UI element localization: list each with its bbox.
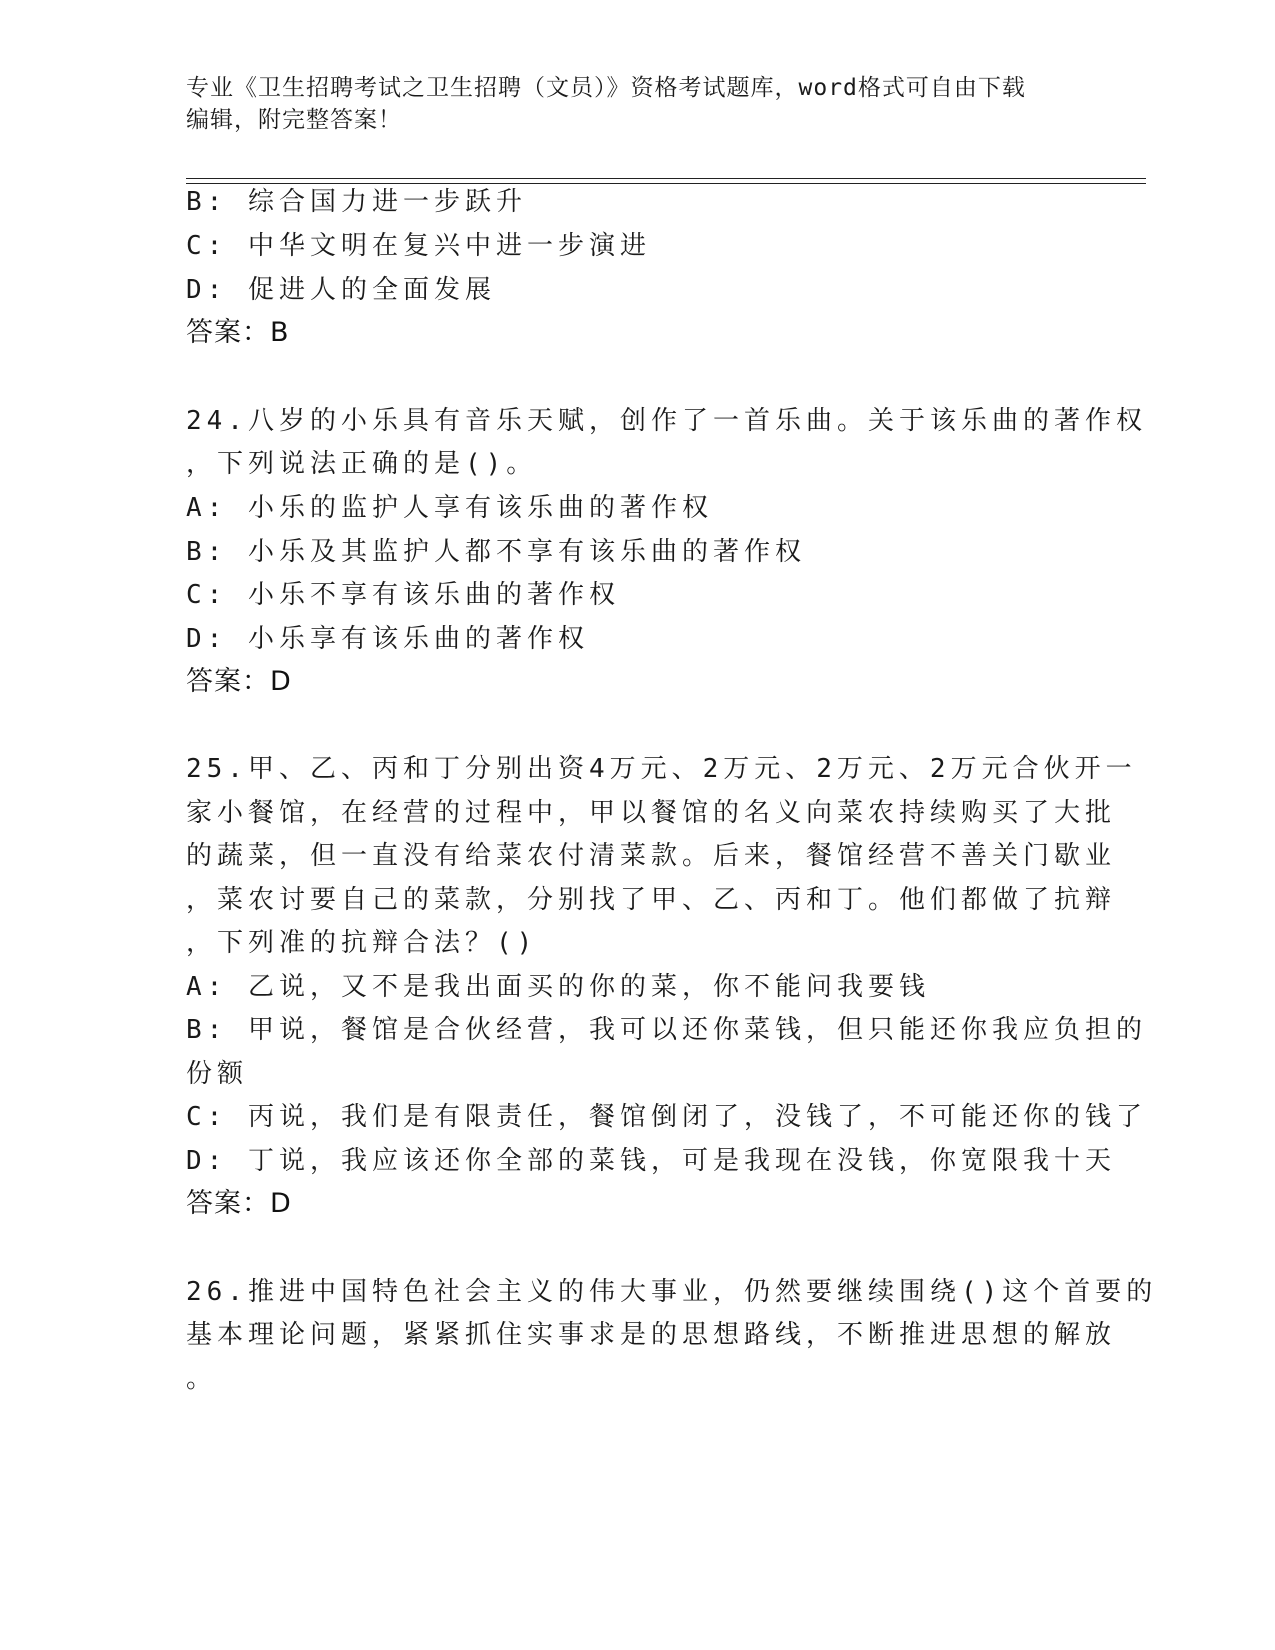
header-rule-top <box>186 178 1146 179</box>
q23-option-b: B: 综合国力进一步跃升 <box>186 187 527 217</box>
q25-stem-line-3: 的蔬菜，但一直没有给菜农付清菜款。后来，餐馆经营不善关门歇业 <box>186 841 1117 871</box>
q24-answer: 答案：D <box>186 666 292 697</box>
q26-stem-line-1: 26.推进中国特色社会主义的伟大事业，仍然要继续围绕()这个首要的 <box>186 1277 1158 1307</box>
q23-answer: 答案：B <box>186 317 290 348</box>
q25-stem-line-5: ，下列准的抗辩合法？() <box>186 928 538 958</box>
q24-stem-line-2: ，下列说法正确的是()。 <box>186 449 538 479</box>
q25-answer: 答案：D <box>186 1188 292 1219</box>
q25-stem-line-1: 25.甲、乙、丙和丁分别出资4万元、2万元、2万元、2万元合伙开一 <box>186 754 1137 784</box>
q25-option-b: B: 甲说，餐馆是合伙经营，我可以还你菜钱，但只能还你我应负担的 <box>186 1015 1147 1045</box>
document-header <box>186 72 1086 136</box>
header-line-2: 编辑，附完整答案！ <box>186 107 402 133</box>
q24-option-d: D: 小乐享有该乐曲的著作权 <box>186 624 589 654</box>
q25-stem-line-4: ，菜农讨要自己的菜款，分别找了甲、乙、丙和丁。他们都做了抗辩 <box>186 885 1117 915</box>
q23-option-c: C: 中华文明在复兴中进一步演进 <box>186 231 651 261</box>
q24-stem-line-1: 24.八岁的小乐具有音乐天赋，创作了一首乐曲。关于该乐曲的著作权 <box>186 406 1147 436</box>
header-rule-bottom <box>186 183 1146 184</box>
q25-option-d: D: 丁说，我应该还你全部的菜钱，可是我现在没钱，你宽限我十天 <box>186 1146 1116 1176</box>
q24-option-b: B: 小乐及其监护人都不享有该乐曲的著作权 <box>186 537 806 567</box>
q25-option-a: A: 乙说，又不是我出面买的你的菜，你不能问我要钱 <box>186 972 930 1002</box>
header-line-1: 专业《卫生招聘考试之卫生招聘（文员）》资格考试题库，word格式可自由下载 <box>186 75 1026 101</box>
q25-option-b-continued: 份额 <box>186 1059 249 1089</box>
q26-stem-line-3: 。 <box>186 1364 218 1394</box>
q25-option-c: C: 丙说，我们是有限责任，餐馆倒闭了，没钱了，不可能还你的钱了 <box>186 1102 1147 1132</box>
q24-option-c: C: 小乐不享有该乐曲的著作权 <box>186 580 620 610</box>
q25-stem-line-2: 家小餐馆，在经营的过程中，甲以餐馆的名义向菜农持续购买了大批 <box>186 798 1117 828</box>
q23-option-d: D: 促进人的全面发展 <box>186 275 496 305</box>
q24-option-a: A: 小乐的监护人享有该乐曲的著作权 <box>186 493 713 523</box>
q26-stem-line-2: 基本理论问题，紧紧抓住实事求是的思想路线，不断推进思想的解放 <box>186 1320 1117 1350</box>
